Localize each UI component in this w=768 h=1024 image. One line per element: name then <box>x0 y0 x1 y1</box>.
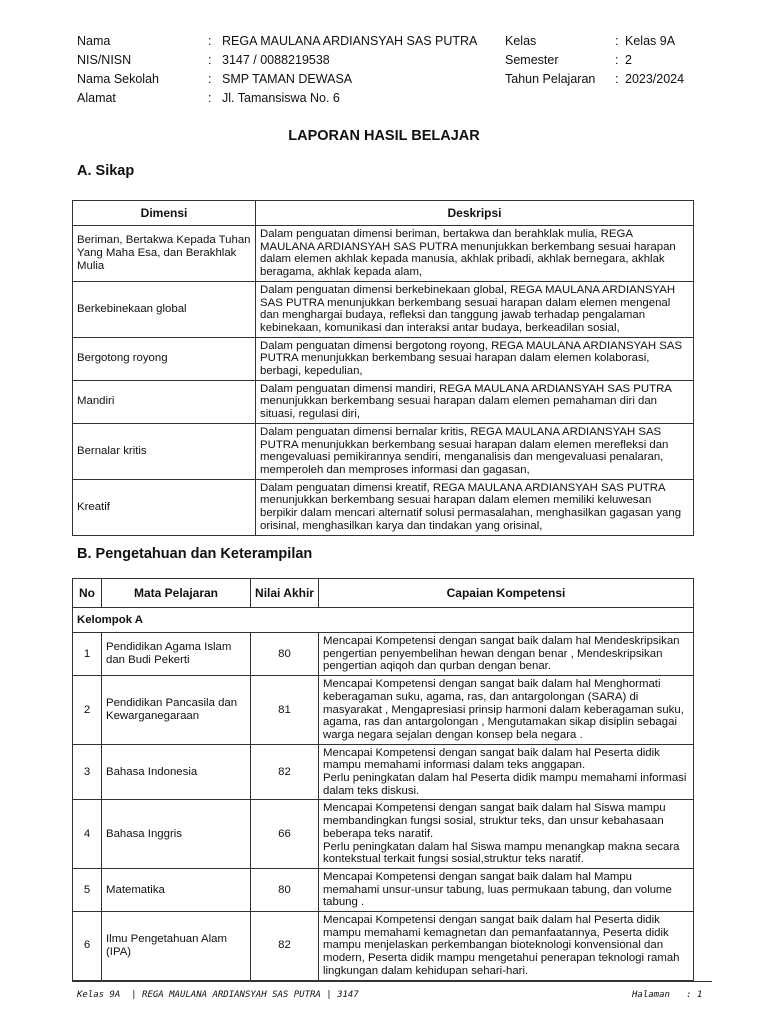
deskripsi-cell: Dalam penguatan dimensi kreatif, REGA MAULANA ARDIANSYAH SAS PUTRA menunjukkan berkembang sesuai harapan dalam elemen memiliki keluwesan berpikir dalam mencari alternatif solusi permasalahan, menghasilkan gagasan yang orisinal, menghasilkan karya dan tindakan yang orisinal, <box>256 479 694 535</box>
nilai-cell: 80 <box>251 868 319 911</box>
table-row <box>73 337 694 380</box>
nilai-cell: 80 <box>251 633 319 676</box>
nama-label: Nama <box>77 34 111 48</box>
no-cell: 1 <box>73 633 102 676</box>
sekolah-value: SMP TAMAN DEWASA <box>222 72 353 86</box>
no-cell: 3 <box>73 744 102 800</box>
table-row <box>73 676 694 745</box>
no-cell: 6 <box>73 912 102 981</box>
deskripsi-cell: Dalam penguatan dimensi bergotong royong, REGA MAULANA ARDIANSYAH SAS PUTRA menunjukkan berkembang sesuai harapan dalam elemen kolaborasi, berbagi, kepedulian, <box>256 337 694 380</box>
section-heading-sikap: A. Sikap <box>77 163 135 179</box>
nilai-cell: 82 <box>251 912 319 981</box>
mapel-cell: Bahasa Indonesia <box>102 744 251 800</box>
col-header-no: No <box>73 579 102 608</box>
colon: : <box>615 53 619 67</box>
capaian-cell: Mencapai Kompetensi dengan sangat baik dalam hal Peserta didik mampu memahami kemagnetan dan pemanfaatannya, Peserta didik mampu menjelaskan perkembangan bioteknologi konvensional dan modern, Peserta didik mampu mengetahui penerapan teknologi ramah lingkungan dalam kehidupan sehari-hari. <box>319 912 694 981</box>
table-row <box>73 744 694 800</box>
table-row <box>73 226 694 282</box>
footer-left: Kelas 9A | REGA MAULANA ARDIANSYAH SAS PUTRA | 3147 <box>77 990 359 1000</box>
capaian-cell: Mencapai Kompetensi dengan sangat baik dalam hal Menghormati keberagaman suku, agama, ras, dan antargolongan (SARA) di masyarakat , Mengapresiasi prinsip harmoni dalam keberagaman suku, agama, ras dan antargolongan , Mengutamakan sikap disiplin sebagai warga negara sejalan dengan konsep bela negara . <box>319 676 694 745</box>
nilai-cell: 82 <box>251 744 319 800</box>
deskripsi-cell: Dalam penguatan dimensi beriman, bertakwa dan berahklak mulia, REGA MAULANA ARDIANSYAH SAS PUTRA menunjukkan berkembang sesuai harapan dalam elemen akhlak kepada manusia, akhlak pribadi, akhlak bernegara, akhlak beragama, akhlak kepada alam, <box>256 226 694 282</box>
nilai-cell: 66 <box>251 800 319 869</box>
dimensi-cell: Berkebinekaan global <box>73 281 256 337</box>
deskripsi-cell: Dalam penguatan dimensi berkebinekaan global, REGA MAULANA ARDIANSYAH SAS PUTRA menunjukkan berkembang sesuai harapan dalam elemen mengenal dan menghargai budaya, refleksi dan tanggung jawab terhadap pengalaman kebinekaan, komunikasi dan interaksi antar budaya, berkeadilan sosial, <box>256 281 694 337</box>
table-row <box>73 281 694 337</box>
footer-divider <box>72 981 712 982</box>
kelas-value: Kelas 9A <box>625 34 676 48</box>
semester-label: Semester <box>505 53 559 67</box>
alamat-value: Jl. Tamansiswa No. 6 <box>222 91 340 105</box>
kelas-label: Kelas <box>505 34 537 48</box>
nis-value: 3147 / 0088219538 <box>222 53 330 67</box>
mapel-cell: Pendidikan Pancasila dan Kewarganegaraan <box>102 676 251 745</box>
table-row <box>73 423 694 479</box>
table-row <box>73 380 694 423</box>
capaian-cell: Mencapai Kompetensi dengan sangat baik dalam hal Mampu memahami unsur-unsur tabung, luas permukaan tabung, dan volume tabung . <box>319 868 694 911</box>
dimensi-cell: Mandiri <box>73 380 256 423</box>
sekolah-label: Nama Sekolah <box>77 72 159 86</box>
mapel-cell: Bahasa Inggris <box>102 800 251 869</box>
capaian-cell: Mencapai Kompetensi dengan sangat baik dalam hal Siswa mampu membandingkan fungsi sosial, struktur teks, dan unsur kebahasaan beberapa teks naratif. Perlu peningkatan dalam hal Siswa mampu menangkap makna secara kontekstual terkait fungsi sosial,struktur teks naratif. <box>319 800 694 869</box>
nama-value: REGA MAULANA ARDIANSYAH SAS PUTRA <box>222 34 478 48</box>
dimensi-cell: Beriman, Bertakwa Kepada Tuhan Yang Maha Esa, dan Berakhlak Mulia <box>73 226 256 282</box>
section-heading-pengetahuan: B. Pengetahuan dan Keterampilan <box>77 546 313 562</box>
group-label: Kelompok A <box>73 608 694 633</box>
pengetahuan-table <box>72 578 694 981</box>
colon: : <box>208 72 212 86</box>
col-header-deskripsi: Deskripsi <box>256 201 694 226</box>
colon: : <box>615 34 619 48</box>
capaian-cell: Mencapai Kompetensi dengan sangat baik dalam hal Peserta didik mampu memahami informasi dalam teks anggapan. Perlu peningkatan dalam hal Peserta didik mampu memahami informasi dalam teks diskusi. <box>319 744 694 800</box>
col-header-dimensi: Dimensi <box>73 201 256 226</box>
table-row <box>73 479 694 535</box>
alamat-label: Alamat <box>77 91 116 105</box>
semester-value: 2 <box>625 53 632 67</box>
report-title: LAPORAN HASIL BELAJAR <box>288 128 480 144</box>
col-header-nilai: Nilai Akhir <box>251 579 319 608</box>
dimensi-cell: Bergotong royong <box>73 337 256 380</box>
tahun-label: Tahun Pelajaran <box>505 72 596 86</box>
col-header-capaian: Capaian Kompetensi <box>319 579 694 608</box>
tahun-value: 2023/2024 <box>625 72 685 86</box>
colon: : <box>208 34 212 48</box>
table-row <box>73 868 694 911</box>
table-row <box>73 912 694 981</box>
nilai-cell: 81 <box>251 676 319 745</box>
nis-label: NIS/NISN <box>77 53 132 67</box>
colon: : <box>615 72 619 86</box>
no-cell: 4 <box>73 800 102 869</box>
dimensi-cell: Bernalar kritis <box>73 423 256 479</box>
no-cell: 5 <box>73 868 102 911</box>
col-header-mapel: Mata Pelajaran <box>102 579 251 608</box>
footer-page: Halaman : 1 <box>632 990 703 1000</box>
table-row <box>73 800 694 869</box>
sikap-table <box>72 200 694 536</box>
deskripsi-cell: Dalam penguatan dimensi bernalar kritis, REGA MAULANA ARDIANSYAH SAS PUTRA menunjukkan berkembang sesuai harapan dalam elemen merefleksi dan mengevaluasi pemikirannya sendiri, menganalisis dan mengevaluasi penalaran, memperoleh dan memproses informasi dan gagasan, <box>256 423 694 479</box>
no-cell: 2 <box>73 676 102 745</box>
mapel-cell: Matematika <box>102 868 251 911</box>
capaian-cell: Mencapai Kompetensi dengan sangat baik dalam hal Mendeskripsikan pengertian penyembelihan hewan dengan benar , Mendeskripsikan pengertian aqiqoh dan qurban dengan benar. <box>319 633 694 676</box>
group-row <box>73 608 694 633</box>
colon: : <box>208 91 212 105</box>
mapel-cell: Pendidikan Agama Islam dan Budi Pekerti <box>102 633 251 676</box>
colon: : <box>208 53 212 67</box>
deskripsi-cell: Dalam penguatan dimensi mandiri, REGA MAULANA ARDIANSYAH SAS PUTRA menunjukkan berkembang sesuai harapan dalam elemen pemahaman diri dan situasi, regulasi diri, <box>256 380 694 423</box>
dimensi-cell: Kreatif <box>73 479 256 535</box>
mapel-cell: Ilmu Pengetahuan Alam (IPA) <box>102 912 251 981</box>
table-row <box>73 633 694 676</box>
